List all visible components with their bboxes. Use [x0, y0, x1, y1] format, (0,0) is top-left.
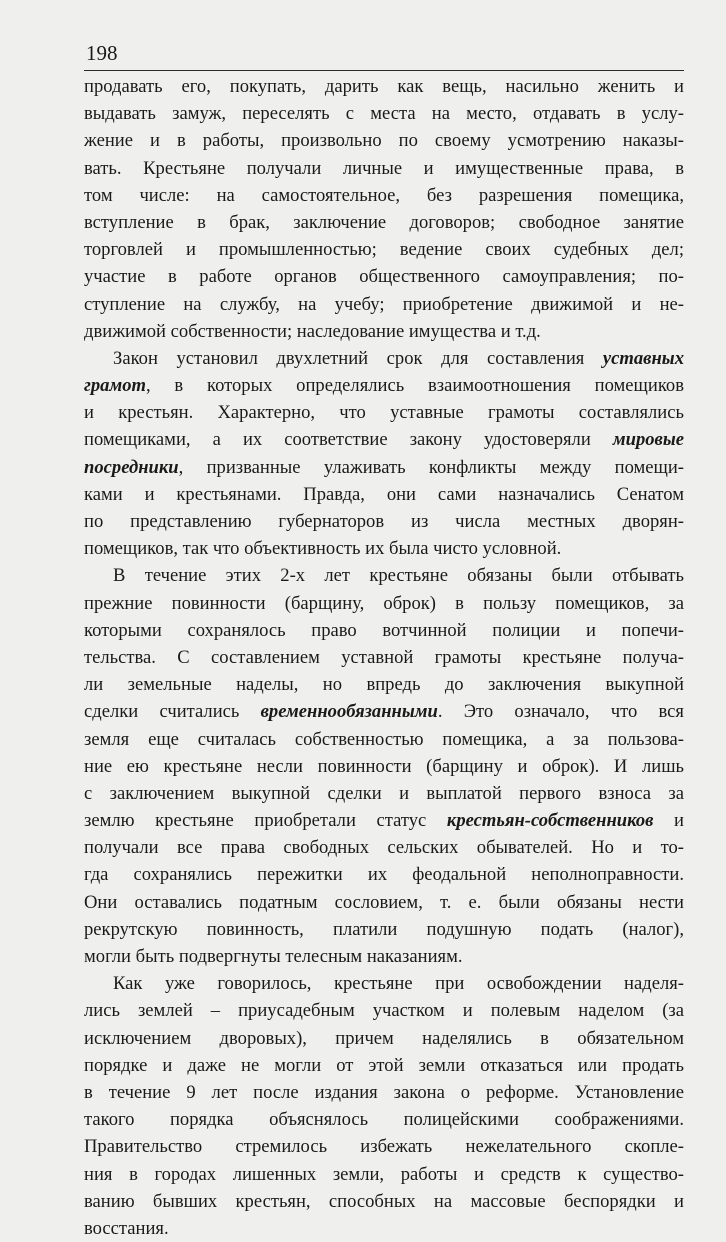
text-line: В течение этих 2-х лет крестьяне обязаны были отбывать: [113, 565, 684, 587]
text-line: лись землей – приусадебным участком и полевым наделом (за: [84, 1000, 684, 1022]
text-line: выдавать замуж, переселять с места на место, отдавать в услу-: [84, 103, 684, 125]
text-line: жение и в работы, произвольно по своему усмотрению наказы-: [84, 130, 684, 152]
text-line: помещиков, так что объективность их была чисто условной.: [84, 538, 562, 560]
text-line: сделки считались временнообязанными. Это означало, что вся: [84, 701, 684, 723]
emphasized-term: временнообязанными: [260, 701, 438, 723]
text-line: ками и крестьянами. Правда, они сами назначались Сенатом: [84, 483, 684, 505]
text-line: и крестьян. Характерно, что уставные грамоты составлялись: [84, 402, 684, 424]
text-line: рекрутскую повинность, платили подушную подать (налог),: [84, 918, 684, 940]
text-line: восстания.: [84, 1217, 169, 1239]
text-line: Как уже говорилось, крестьяне при освобождении наделя-: [113, 973, 684, 995]
text-line: гда сохранялись пережитки их феодальной неполноправности.: [84, 864, 684, 886]
emphasized-term: грамот: [84, 375, 146, 397]
page-number: 198: [86, 41, 118, 65]
paragraph: [84, 345, 684, 563]
text-line: могли быть подвергнуты телесным наказаниям.: [84, 946, 463, 967]
text-line: вать. Крестьяне получали личные и имущественные права, в: [84, 157, 684, 179]
text-line: такого порядка объяснялось полицейскими соображениями.: [84, 1109, 684, 1131]
emphasized-term: уставных: [602, 347, 684, 369]
emphasized-term: мировые: [612, 429, 684, 451]
header-rule: [84, 70, 684, 71]
text-line: том числе: на самостоятельное, без разрешения помещика,: [84, 184, 684, 206]
text-line: получали все права свободных сельских обывателей. Но и то-: [84, 837, 684, 859]
text-line: земля еще считалась собственностью помещика, а за пользова-: [84, 728, 684, 750]
paragraph: [84, 73, 684, 345]
text-line: продавать его, покупать, дарить как вещь, насильно женить и: [84, 76, 684, 97]
text-line: ступление на службу, на учебу; приобретение движимой и не-: [84, 293, 684, 315]
text-line: движимой собственности; наследование имущества и т.д.: [84, 320, 541, 342]
emphasized-term: посредники: [84, 456, 179, 478]
text-line: исключением дворовых), причем наделялись в обязательном: [84, 1027, 684, 1049]
text-line: прежние повинности (барщину, оброк) в пользу помещиков, за: [84, 592, 684, 614]
text-line: по представлению губернаторов из числа местных дворян-: [84, 511, 684, 532]
body-text: [84, 73, 684, 1242]
text-line: порядке и даже не могли от этой земли отказаться или продать: [84, 1054, 684, 1076]
text-line: ние ею крестьяне несли повинности (барщину и оброк). И лишь: [84, 755, 684, 777]
text-line: ния в городах лишенных земли, работы и средств к существо-: [84, 1163, 684, 1185]
text-line: которыми сохранялось право вотчинной полиции и попечи-: [84, 619, 684, 641]
text-line: землю крестьяне приобретали статус крестьян-собственников и: [84, 810, 684, 832]
text-line: с заключением выкупной сделки и выплатой первого взноса за: [84, 782, 684, 804]
text-line: участие в работе органов общественного самоуправления; по-: [84, 266, 684, 288]
text-line: посредники, призванные улаживать конфликты между помещи-: [84, 456, 684, 478]
text-line: Правительство стремилось избежать нежелательного скопле-: [84, 1136, 684, 1158]
text-line: торговлей и промышленностью; ведение своих судебных дел;: [84, 239, 684, 261]
text-line: Закон установил двухлетний срок для составления уставных: [113, 347, 684, 369]
paragraph: [84, 562, 684, 970]
text-line: Они оставались податным сословием, т. е. были обязаны нести: [84, 891, 684, 913]
text-line: ванию бывших крестьян, способных на массовые беспорядки и: [84, 1190, 684, 1212]
text-line: в течение 9 лет после издания закона о реформе. Установление: [84, 1081, 684, 1103]
paragraph: [84, 970, 684, 1242]
text-line: вступление в брак, заключение договоров; свободное занятие: [84, 211, 684, 233]
text-line: грамот, в которых определялись взаимоотношения помещиков: [84, 375, 684, 397]
text-line: помещиками, а их соответствие закону удостоверяли мировые: [84, 429, 684, 451]
text-line: ли земельные наделы, но впредь до заключения выкупной: [84, 674, 684, 696]
emphasized-term: крестьян-собственников: [446, 810, 654, 832]
text-line: тельства. С составлением уставной грамоты крестьяне получа-: [84, 646, 684, 668]
